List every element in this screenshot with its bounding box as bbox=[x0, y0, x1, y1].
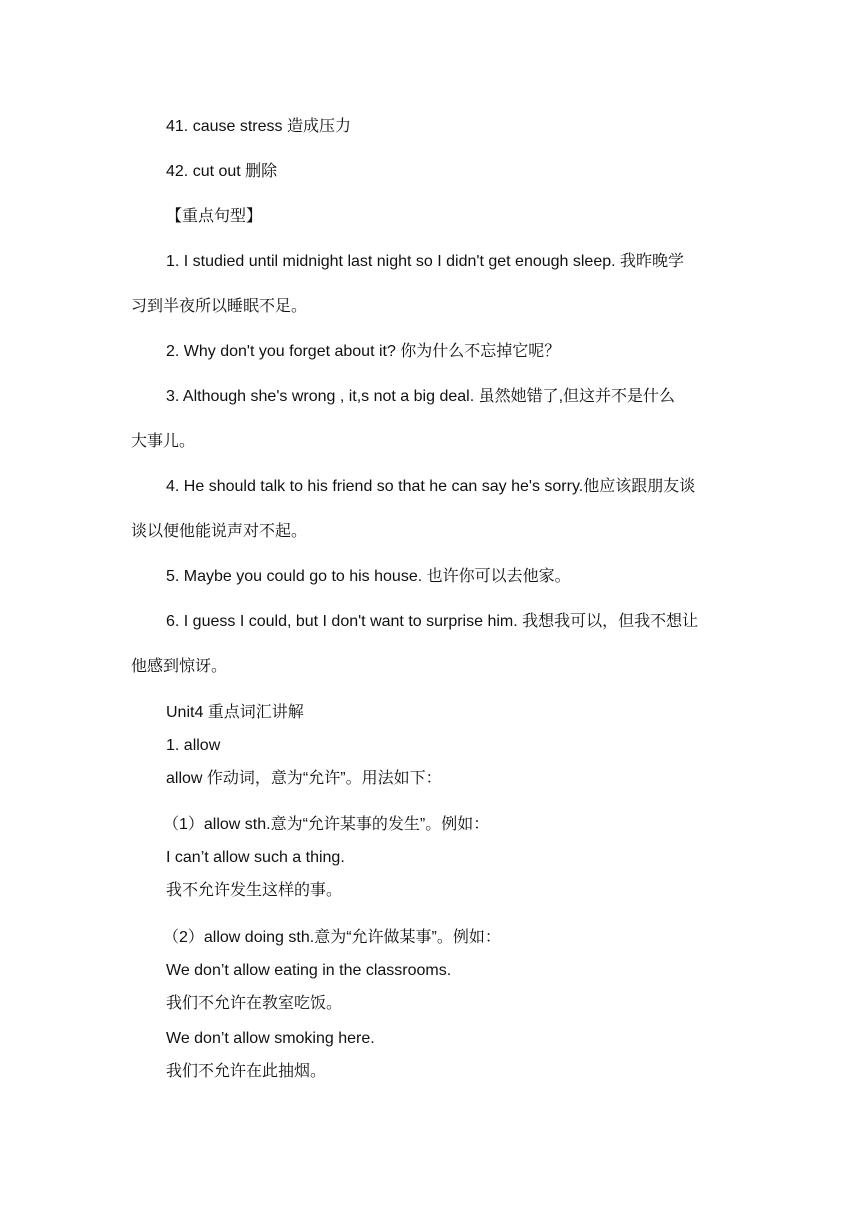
example-2-zh: 我们不允许在教室吃饭。 bbox=[166, 995, 343, 1012]
sentence-3-line-2: 大事儿。 bbox=[131, 433, 196, 450]
sentence-2: 2. Why don't you forget about it? 你为什么不忘掉它呢？ bbox=[166, 343, 561, 360]
sentence-1-line-1: 1. I studied until midnight last night so I didn't get enough sleep. 我昨晚学 bbox=[166, 253, 685, 270]
sentence-6-line-2: 他感到惊讶。 bbox=[131, 658, 228, 675]
sentence-3-line-1: 3. Although she's wrong , it,s not a big deal. 虽然她错了,但这并不是什么 bbox=[166, 388, 676, 405]
sentence-4-line-2: 谈以便他能说声对不起。 bbox=[131, 523, 308, 540]
example-2-en: We don’t allow eating in the classrooms. bbox=[166, 962, 452, 979]
example-3-zh: 我们不允许在此抽烟。 bbox=[166, 1063, 327, 1080]
example-1-en: I can’t allow such a thing. bbox=[166, 849, 345, 866]
vocab-item-42: 42. cut out 删除 bbox=[166, 163, 278, 180]
sentence-6-line-1: 6. I guess I could, but I don't want to surprise him. 我想我可以，但我不想让 bbox=[166, 613, 699, 630]
vocab-item-41: 41. cause stress 造成压力 bbox=[166, 118, 351, 135]
section-heading: 【重点句型】 bbox=[166, 208, 263, 225]
sentence-1-line-2: 习到半夜所以睡眠不足。 bbox=[131, 298, 308, 315]
unit-title: Unit4 重点词汇讲解 bbox=[166, 704, 304, 721]
sentence-5: 5. Maybe you could go to his house. 也许你可以去他家。 bbox=[166, 568, 571, 585]
allow-intro: allow 作动词，意为“允许”。用法如下： bbox=[166, 770, 442, 787]
vocab-item-allow: 1. allow bbox=[166, 737, 221, 754]
sentence-4-line-1: 4. He should talk to his friend so that he can say he's sorry.他应该跟朋友谈 bbox=[166, 478, 696, 495]
usage-2: （2）allow doing sth.意为“允许做某事”。例如： bbox=[163, 929, 501, 946]
usage-1: （1）allow sth.意为“允许某事的发生”。例如： bbox=[163, 816, 490, 833]
example-1-zh: 我不允许发生这样的事。 bbox=[166, 882, 343, 899]
example-3-en: We don’t allow smoking here. bbox=[166, 1030, 375, 1047]
